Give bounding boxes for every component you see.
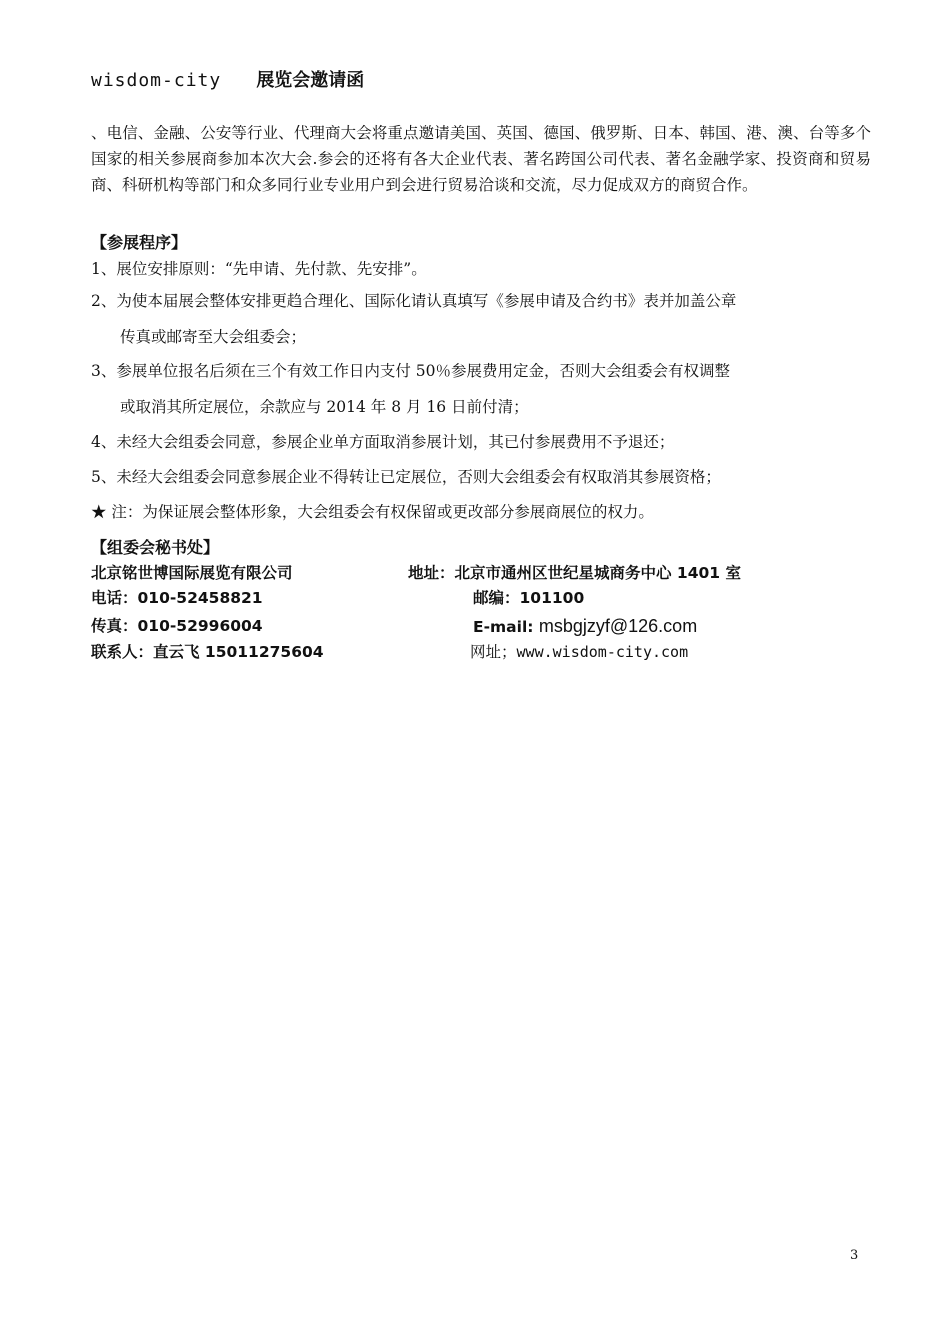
email-label: E-mail:: [473, 618, 539, 636]
procedure-note: ★ 注：为保证展会整体形象，大会组委会有权保留或更改部分参展商展位的权力。: [91, 503, 654, 521]
fax-value: 010-52996004: [137, 617, 263, 635]
website-label: 网址；: [470, 643, 517, 661]
phone-line: [91, 586, 263, 610]
postcode-label: 邮编：: [473, 589, 520, 607]
fax-label: 传真：: [91, 617, 138, 635]
intro-paragraph: 、电信、金融、公安等行业、代理商大会将重点邀请美国、英国、德国、俄罗斯、日本、韩国、港、澳、台等多个国家的相关参展商参加本次大会.参会的还将有各大企业代表、著名跨国公司代表、著名金融学家、投资商和贸易商、科研机构等部门和众多同行业专业用户到会进行贸易洽谈和交流，尽力促成双方的商贸合作。: [91, 124, 871, 194]
email-line: [473, 614, 697, 639]
procedure-heading: 【参展程序】: [91, 233, 188, 252]
website-line: [470, 640, 688, 664]
contact-label: 联系人：: [91, 643, 154, 661]
procedure-item-5: 5、未经大会组委会同意参展企业不得转让已定展位，否则大会组委会有权取消其参展资格；: [91, 468, 721, 486]
procedure-item-3: 3、参展单位报名后须在三个有效工作日内支付 50％参展费用定金，否则大会组委会有权调整: [91, 362, 731, 380]
phone-label: 电话：: [91, 589, 138, 607]
phone-value: 010-52458821: [137, 589, 263, 607]
fax-line: [91, 614, 263, 638]
postcode-value: 101100: [519, 589, 585, 607]
address-label: 地址：: [408, 564, 455, 582]
address-value: 北京市通州区世纪星城商务中心 1401 室: [454, 564, 741, 582]
contact-value: 直云飞 15011275604: [153, 643, 324, 661]
procedure-item-2-cont: 传真或邮寄至大会组委会；: [120, 328, 307, 346]
website-value[interactable]: www.wisdom-city.com: [516, 643, 689, 661]
contact-line: [91, 640, 324, 664]
brand-name: wisdom-city: [91, 70, 222, 91]
procedure-item-4: 4、未经大会组委会同意，参展企业单方面取消参展计划，其已付参展费用不予退还；: [91, 433, 675, 451]
procedure-item-1: 1、展位安排原则：“先申请、先付款、先安排”。: [91, 260, 427, 278]
company-name: 北京铭世博国际展览有限公司: [91, 564, 293, 582]
page-number: 3: [850, 1248, 859, 1263]
postcode-line: [473, 586, 584, 610]
address-line: [408, 561, 741, 585]
procedure-item-3-cont: 或取消其所定展位，余款应与 2014 年 8 月 16 日前付清；: [120, 398, 529, 416]
page-header: [91, 66, 364, 96]
procedure-item-2: 2、为使本届展会整体安排更趋合理化、国际化请认真填写《参展申请及合约书》表并加盖公章: [91, 292, 737, 310]
email-value[interactable]: msbgjzyf@126.com: [538, 616, 698, 636]
secretariat-heading: 【组委会秘书处】: [91, 538, 220, 557]
document-title: 展览会邀请函: [256, 70, 365, 91]
